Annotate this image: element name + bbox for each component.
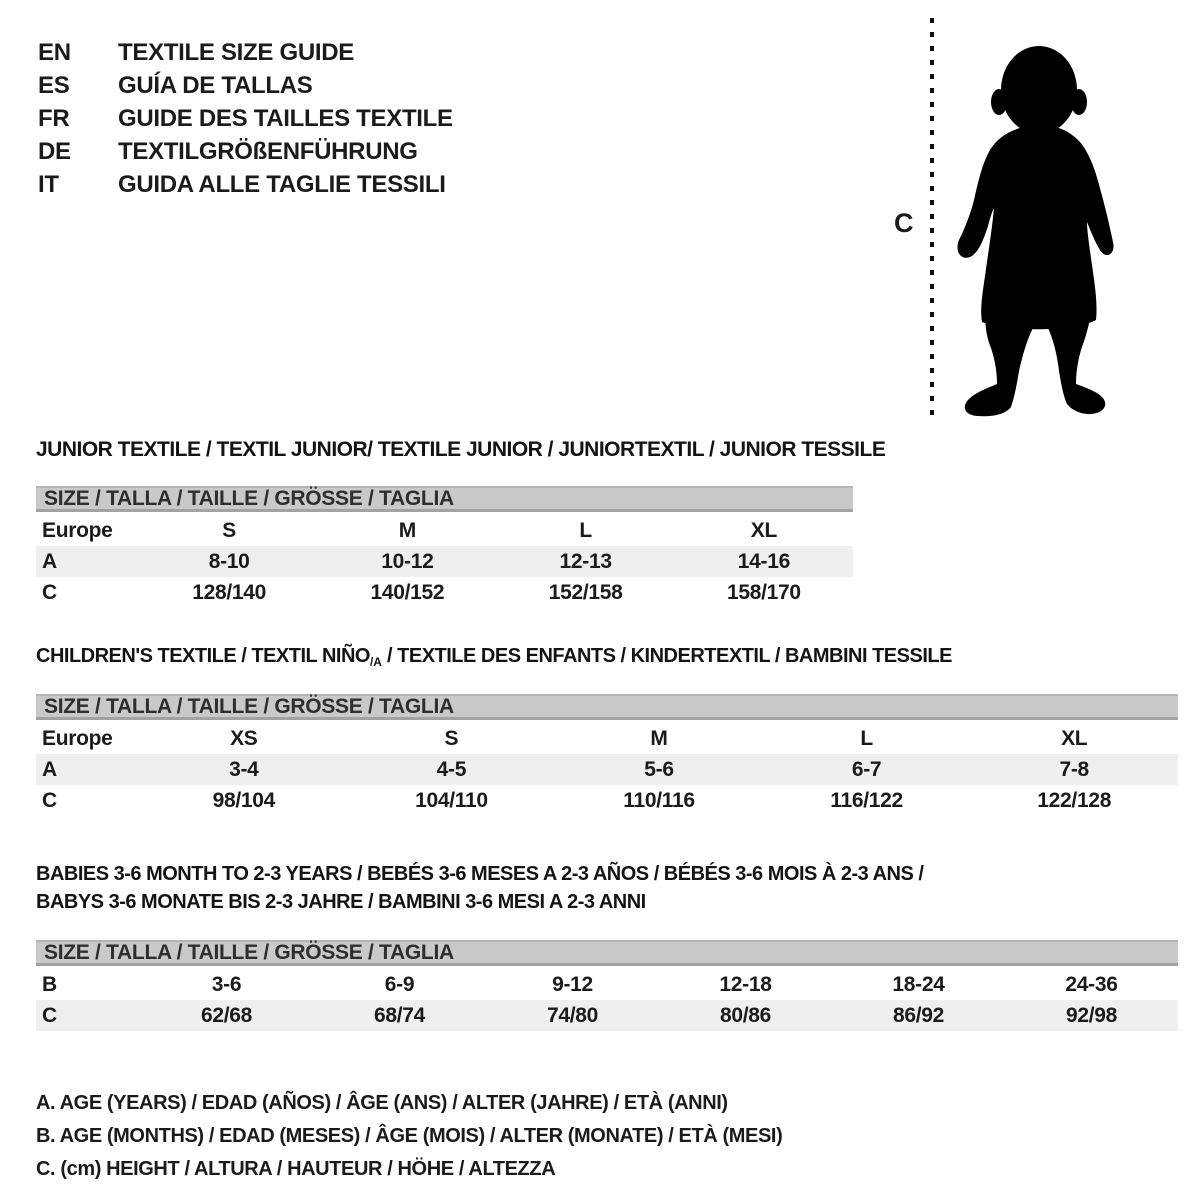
baby-figure bbox=[888, 10, 1144, 425]
table-row bbox=[36, 785, 1178, 816]
header-area bbox=[36, 0, 1178, 430]
height-dashed-line bbox=[928, 18, 936, 416]
table-row bbox=[36, 546, 853, 577]
language-row bbox=[38, 168, 453, 201]
guide-title: TEXTILE SIZE GUIDE bbox=[118, 39, 354, 66]
table-row bbox=[36, 577, 853, 608]
size-header-bar: SIZE / TALLA / TAILLE / GRÖSSE / TAGLIA bbox=[36, 486, 853, 512]
table-cell: S bbox=[444, 727, 459, 750]
table-cell: 14-16 bbox=[737, 550, 790, 573]
table-cell: L bbox=[579, 519, 592, 542]
table-cell: 5-6 bbox=[644, 758, 674, 781]
table-cell: 80/86 bbox=[719, 1004, 772, 1027]
table-cell: 122/128 bbox=[1037, 789, 1112, 812]
table-cell: 104/110 bbox=[415, 789, 488, 812]
table-row bbox=[36, 754, 1178, 785]
table-cell: 3-4 bbox=[229, 758, 259, 781]
guide-title: GUIDA ALLE TAGLIE TESSILI bbox=[118, 171, 446, 198]
row-label: Europe bbox=[42, 727, 113, 750]
row-label: B bbox=[42, 973, 57, 996]
table-cell: 7-8 bbox=[1059, 758, 1089, 781]
heading-subscript: /A bbox=[369, 655, 382, 669]
language-row bbox=[38, 102, 453, 135]
table-cell: 86/92 bbox=[892, 1004, 945, 1027]
language-code: ES bbox=[38, 72, 70, 99]
legend-line-b: B. AGE (MONTHS) / EDAD (MESES) / ÂGE (MOIS) / ALTER (MONATE) / ETÀ (MESI) bbox=[36, 1125, 783, 1147]
table-cell: 140/152 bbox=[370, 581, 445, 604]
table-cell: 110/116 bbox=[623, 789, 695, 812]
row-label: C bbox=[42, 581, 57, 604]
table-cell: XL bbox=[750, 519, 777, 542]
table-cell: 116/122 bbox=[830, 789, 903, 812]
table-row bbox=[36, 969, 1178, 1000]
table-cell: 62/68 bbox=[200, 1004, 253, 1027]
language-row bbox=[38, 36, 453, 69]
table-cell: M bbox=[398, 519, 416, 542]
table-cell: 3-6 bbox=[211, 973, 242, 996]
children-table-rows bbox=[36, 723, 1178, 816]
table-cell: 9-12 bbox=[552, 973, 593, 996]
table-cell: 8-10 bbox=[208, 550, 250, 573]
table-cell: 12-18 bbox=[719, 973, 772, 996]
babies-size-table bbox=[36, 940, 1178, 1031]
size-header-bar: SIZE / TALLA / TAILLE / GRÖSSE / TAGLIA bbox=[36, 940, 1178, 966]
section-heading-children bbox=[36, 644, 1178, 670]
table-cell: 6-7 bbox=[851, 758, 882, 781]
guide-title: GUIDE DES TAILLES TEXTILE bbox=[118, 105, 453, 132]
table-cell: 92/98 bbox=[1065, 1004, 1118, 1027]
row-label: A bbox=[42, 758, 57, 781]
table-cell: 24-36 bbox=[1065, 973, 1118, 996]
table-cell: 98/104 bbox=[212, 789, 276, 812]
guide-title: GUÍA DE TALLAS bbox=[118, 72, 313, 99]
language-title-list bbox=[38, 36, 453, 201]
heading-text: CHILDREN'S TEXTILE / TEXTIL NIÑO bbox=[36, 645, 370, 667]
language-code: DE bbox=[38, 138, 71, 165]
language-row bbox=[38, 135, 453, 168]
baby-silhouette-icon bbox=[944, 40, 1126, 420]
table-row bbox=[36, 1000, 1178, 1031]
table-cell: 152/158 bbox=[548, 581, 623, 604]
table-row bbox=[36, 723, 1178, 754]
table-cell: L bbox=[860, 727, 873, 750]
language-code: IT bbox=[38, 171, 59, 198]
height-measure-label: C bbox=[894, 208, 914, 238]
heading-line-2: BABYS 3-6 MONATE BIS 2-3 JAHRE / BAMBINI 3-6 MESI A 2-3 ANNI bbox=[36, 891, 646, 913]
table-cell: 12-13 bbox=[559, 550, 612, 573]
legend-line-a: A. AGE (YEARS) / EDAD (AÑOS) / ÂGE (ANS) / ALTER (JAHRE) / ETÀ (ANNI) bbox=[36, 1092, 728, 1114]
table-cell: 10-12 bbox=[381, 550, 434, 573]
table-cell: 6-9 bbox=[384, 973, 415, 996]
row-label: C bbox=[42, 1004, 57, 1027]
guide-title: TEXTILGRÖßENFÜHRUNG bbox=[118, 138, 418, 165]
table-cell: 128/140 bbox=[192, 581, 267, 604]
row-label: Europe bbox=[42, 519, 113, 542]
junior-table-rows bbox=[36, 515, 853, 608]
table-cell: 4-5 bbox=[436, 758, 467, 781]
babies-table-rows bbox=[36, 969, 1178, 1031]
table-cell: 74/80 bbox=[546, 1004, 599, 1027]
language-code: EN bbox=[38, 39, 71, 66]
legend-line-c: C. (cm) HEIGHT / ALTURA / HAUTEUR / HÖHE / ALTEZZA bbox=[36, 1158, 556, 1180]
legend bbox=[36, 1087, 1178, 1186]
section-heading-babies bbox=[36, 860, 1178, 916]
row-label: C bbox=[42, 789, 57, 812]
heading-text: / TEXTILE DES ENFANTS / KINDERTEXTIL / BAMBINI TESSILE bbox=[381, 645, 952, 667]
row-label: A bbox=[42, 550, 57, 573]
table-cell: XS bbox=[230, 727, 258, 750]
table-cell: S bbox=[222, 519, 236, 542]
language-row bbox=[38, 69, 453, 102]
table-cell: M bbox=[650, 727, 668, 750]
table-cell: 68/74 bbox=[373, 1004, 426, 1027]
table-cell: 158/170 bbox=[726, 581, 801, 604]
heading-line-1: BABIES 3-6 MONTH TO 2-3 YEARS / BEBÉS 3-6 MESES A 2-3 AÑOS / BÉBÉS 3-6 MOIS À 2-3 ANS / bbox=[36, 863, 924, 885]
size-header-bar: SIZE / TALLA / TAILLE / GRÖSSE / TAGLIA bbox=[36, 694, 1178, 720]
children-size-table bbox=[36, 694, 1178, 816]
section-heading-junior: JUNIOR TEXTILE / TEXTIL JUNIOR/ TEXTILE JUNIOR / JUNIORTEXTIL / JUNIOR TESSILE bbox=[36, 438, 886, 461]
junior-size-table bbox=[36, 486, 853, 608]
table-cell: 18-24 bbox=[892, 973, 945, 996]
table-cell: XL bbox=[1061, 727, 1088, 750]
language-code: FR bbox=[38, 105, 70, 132]
table-row bbox=[36, 515, 853, 546]
